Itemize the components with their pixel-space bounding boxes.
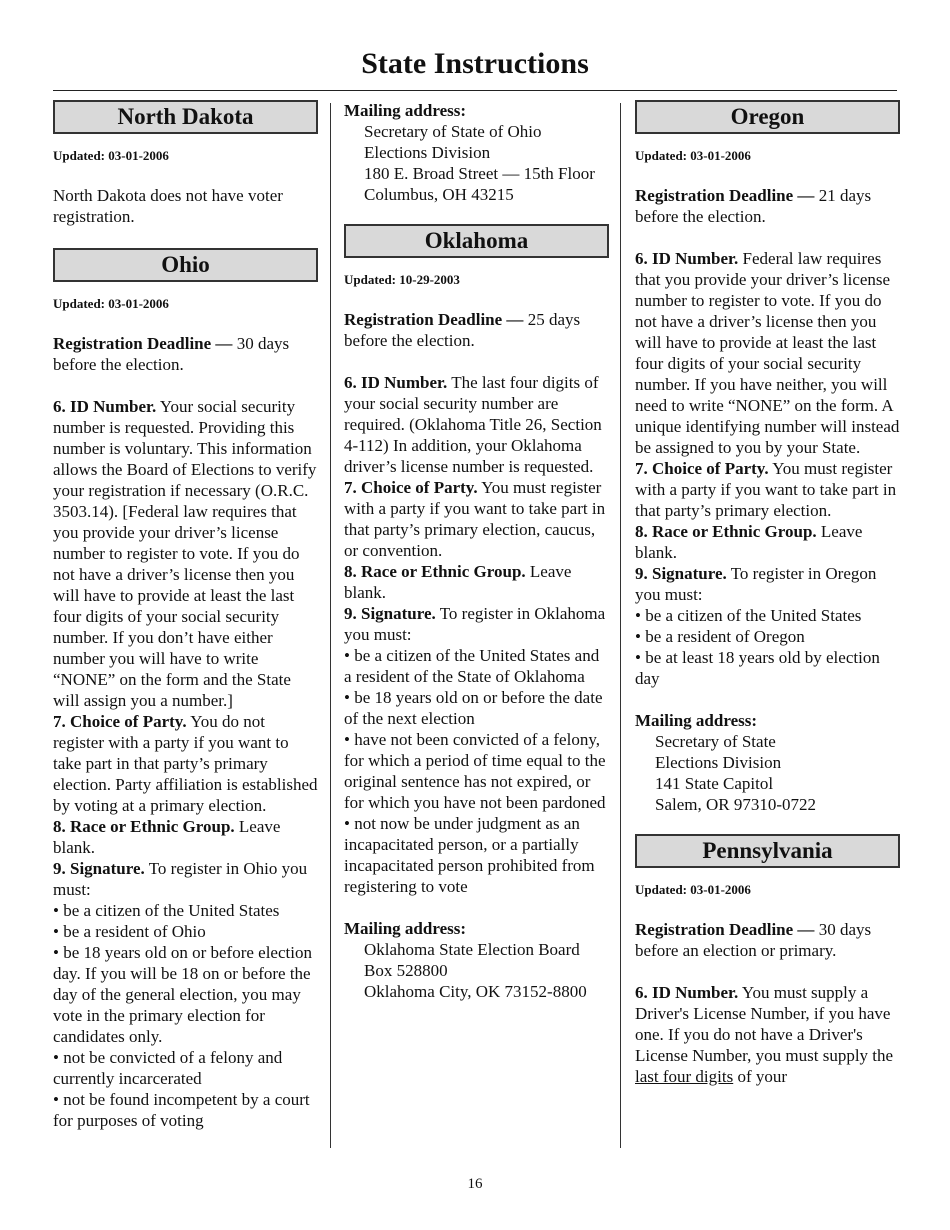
address-line: 141 State Capitol — [655, 774, 774, 793]
party-text: You do not register with a party if you want to take part in that party’s primary election. Party affiliation is established by voting at a primary election. — [53, 712, 318, 815]
deadline-text: 25 days before the election. — [344, 310, 581, 350]
id-number-underlined-text: last four digits — [635, 1067, 734, 1086]
party-label: 7. Choice of Party. — [635, 459, 769, 478]
state-header-north-dakota: North Dakota — [53, 100, 318, 134]
ohio-mailing-address — [344, 100, 609, 205]
state-header-ohio: Ohio — [53, 248, 318, 282]
address-line: Columbus, OH 43215 — [364, 185, 514, 204]
state-header-pennsylvania: Pennsylvania — [635, 834, 900, 868]
updated-date: Updated: 03-01-2006 — [53, 148, 169, 163]
section-oregon — [635, 100, 900, 815]
deadline-label: Registration Deadline — — [344, 310, 524, 329]
deadline-label: Registration Deadline — — [635, 186, 815, 205]
id-number-label: 6. ID Number. — [635, 983, 739, 1002]
requirement-item: • be 18 years old on or before the date of the next election — [344, 688, 603, 728]
registration-deadline — [53, 333, 318, 375]
race-item — [344, 561, 609, 603]
choice-of-party-item — [344, 477, 609, 561]
id-number-item — [53, 396, 318, 711]
column-divider — [330, 103, 331, 1148]
id-number-label: 6. ID Number. — [635, 249, 739, 268]
column-3 — [635, 100, 900, 1087]
title-divider — [53, 90, 897, 91]
id-number-item — [635, 248, 900, 458]
requirement-item: • be a citizen of the United States and a resident of the State of Oklahoma — [344, 646, 600, 686]
deadline-label: Registration Deadline — — [635, 920, 815, 939]
registration-deadline — [344, 309, 609, 351]
updated-date: Updated: 03-01-2006 — [635, 882, 751, 897]
signature-item — [344, 603, 609, 645]
choice-of-party-item — [53, 711, 318, 816]
registration-deadline — [635, 185, 900, 227]
address-line: Salem, OR 97310-0722 — [655, 795, 817, 814]
mailing-address-label: Mailing address: — [344, 919, 467, 938]
signature-item — [53, 858, 318, 900]
requirement-item: • be a resident of Oregon — [635, 627, 805, 646]
id-number-text: The last four digits of your social security number are required. (Oklahoma Title 26, Section 4-112) In addition, your Oklahoma driver’s license number is requested. — [344, 373, 602, 476]
race-label: 8. Race or Ethnic Group. — [344, 562, 526, 581]
registration-deadline — [635, 919, 900, 961]
address-line: Elections Division — [655, 753, 782, 772]
page-number: 16 — [467, 1176, 483, 1192]
id-number-item — [635, 982, 900, 1087]
mailing-address-label: Mailing address: — [344, 101, 467, 120]
mailing-address-label: Mailing address: — [635, 711, 758, 730]
race-text: Leave blank. — [344, 562, 572, 602]
requirement-item: • be at least 18 years old by election day — [635, 648, 880, 688]
party-label: 7. Choice of Party. — [344, 478, 478, 497]
deadline-label: Registration Deadline — — [53, 334, 233, 353]
north-dakota-text: North Dakota does not have voter registration. — [53, 186, 283, 226]
page-title: State Instructions — [361, 47, 589, 80]
signature-item — [635, 563, 900, 605]
race-item — [53, 816, 318, 858]
state-header-oregon: Oregon — [635, 100, 900, 134]
id-number-label: 6. ID Number. — [344, 373, 448, 392]
deadline-text: 30 days before the election. — [53, 334, 290, 374]
race-text: Leave blank. — [635, 522, 863, 562]
updated-date: Updated: 03-01-2006 — [635, 148, 751, 163]
race-label: 8. Race or Ethnic Group. — [53, 817, 235, 836]
party-label: 7. Choice of Party. — [53, 712, 187, 731]
address-line: Oklahoma State Election Board — [364, 940, 580, 959]
id-number-text: Federal law requires that you provide your driver’s license number to register to vote. If you do not have a driver’s license then you will have to provide at least the last four digits of your social security number. If you have neither, you will need to write “NONE” on the form. A unique identifying number will instead be assigned to you by your State. — [635, 249, 900, 457]
requirement-item: • not be found incompetent by a court for purposes of voting — [53, 1090, 310, 1130]
column-2 — [344, 100, 609, 1002]
requirement-item: • be a citizen of the United States — [635, 606, 862, 625]
requirement-item: • not be convicted of a felony and currently incarcerated — [53, 1048, 283, 1088]
signature-label: 9. Signature. — [344, 604, 436, 623]
deadline-text: 30 days before an election or primary. — [635, 920, 872, 960]
party-text: You must register with a party if you want to take part in that party’s primary election. — [635, 459, 897, 520]
address-line: Oklahoma City, OK 73152-8800 — [364, 982, 587, 1001]
signature-text: To register in Oklahoma you must: — [344, 604, 606, 644]
address-line: 180 E. Broad Street — 15th Floor — [364, 164, 595, 183]
updated-date: Updated: 03-01-2006 — [53, 296, 169, 311]
section-ohio — [53, 248, 318, 1131]
column-1 — [53, 100, 318, 1131]
updated-date: Updated: 10-29-2003 — [344, 272, 460, 287]
address-line: Secretary of State of Ohio — [364, 122, 542, 141]
deadline-text: 21 days before the election. — [635, 186, 872, 226]
requirement-item: • be 18 years old on or before election day. If you will be 18 on or before the day of the general election, you may vote in the primary election for candidates only. — [53, 943, 312, 1046]
section-oklahoma — [344, 224, 609, 1002]
race-label: 8. Race or Ethnic Group. — [635, 522, 817, 541]
signature-text: To register in Oregon you must: — [635, 564, 877, 604]
race-text: Leave blank. — [53, 817, 281, 857]
address-line: Elections Division — [364, 143, 491, 162]
id-number-item — [344, 372, 609, 477]
id-number-text-end: of your — [733, 1067, 788, 1086]
signature-label: 9. Signature. — [635, 564, 727, 583]
requirement-item: • be a resident of Ohio — [53, 922, 206, 941]
section-pennsylvania — [635, 834, 900, 1087]
id-number-text: You must supply a Driver's License Number, if you have one. If you do not have a Driver's License Number, you must supply the — [635, 983, 894, 1065]
section-north-dakota — [53, 100, 318, 227]
race-item — [635, 521, 900, 563]
address-line: Box 528800 — [364, 961, 448, 980]
id-number-label: 6. ID Number. — [53, 397, 157, 416]
requirement-item: • be a citizen of the United States — [53, 901, 280, 920]
signature-label: 9. Signature. — [53, 859, 145, 878]
address-line: Secretary of State — [655, 732, 776, 751]
choice-of-party-item — [635, 458, 900, 521]
id-number-text: Your social security number is requested. Providing this number is voluntary. This information allows the Board of Elections to verify your registration if necessary (O.R.C. 3503.14). [Federal law requires that you provide your driver’s license number to register to vote. If you do not have a driver’s license then you will have to provide at least the last four digits of your social security number. If you don’t have either number you will have to write “NONE” on the form and the State will assign you a number.] — [53, 397, 317, 710]
column-divider — [620, 103, 621, 1148]
state-header-oklahoma: Oklahoma — [344, 224, 609, 258]
party-text: You must register with a party if you want to take part in that party’s primary election, caucus, or convention. — [344, 478, 606, 560]
requirement-item: • not now be under judgment as an incapacitated person, or a partially incapacitated person prohibited from registering to vote — [344, 814, 595, 896]
requirement-item: • have not been convicted of a felony, for which a period of time equal to the original sentence has not expired, or for which you have not been pardoned — [344, 730, 606, 812]
signature-text: To register in Ohio you must: — [53, 859, 308, 899]
